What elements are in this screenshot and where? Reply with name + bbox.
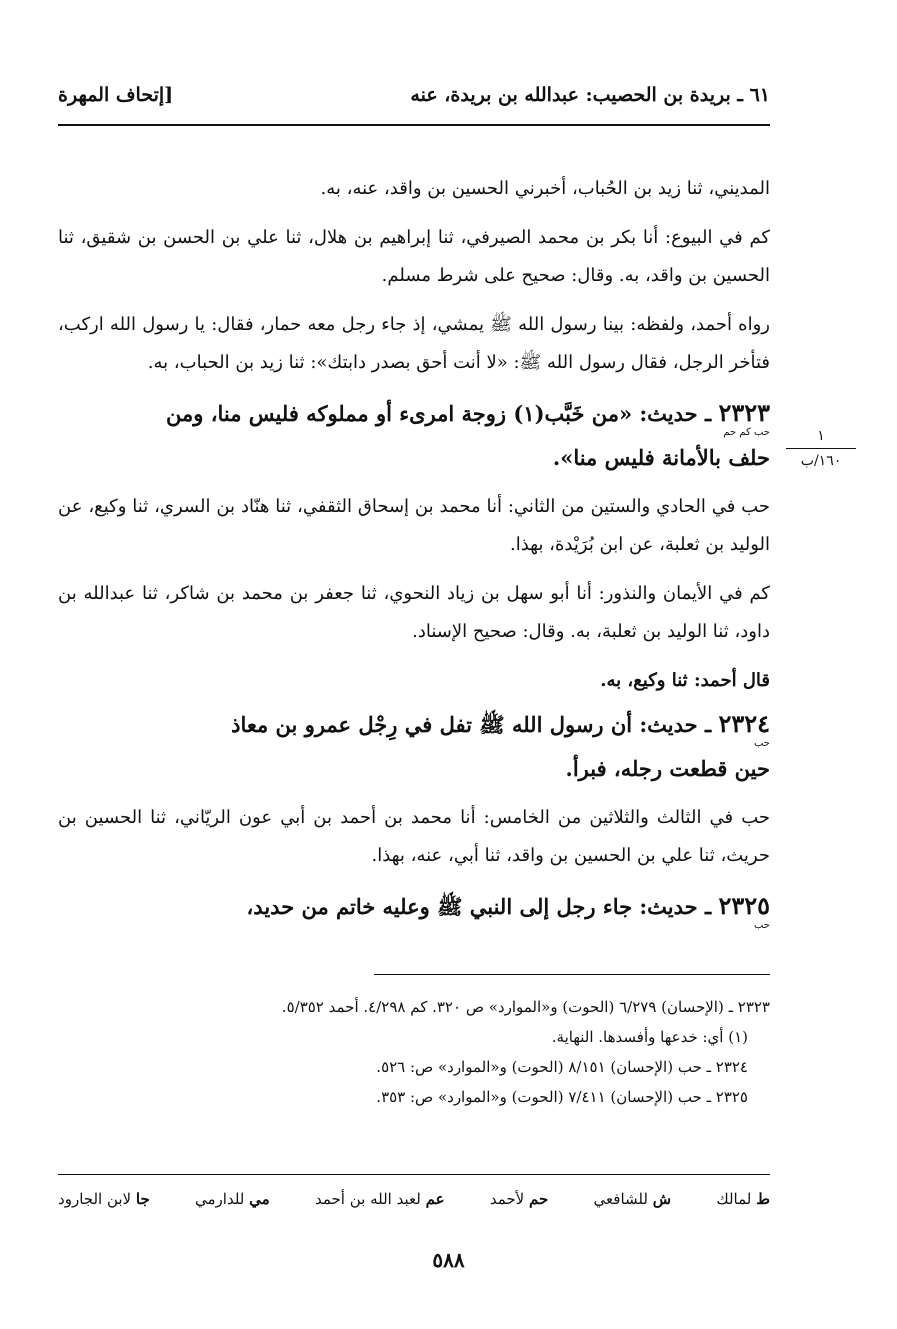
margin-note [786,428,856,469]
footnote-2325: ٢٣٢٥ ـ حب (الإحسان) ٧/٤١١ (الحوت) و«الموارد» ص: ٣٥٣. [376,1088,748,1106]
paragraph-7: حب في الثالث والثلاثين من الخامس: أنا محمد بن أحمد بن أبي عون الريّاني، ثنا الحسين بن حريث، ثنا علي بن الحسين بن واقد، ثنا أبي، عنه، بهذا. [58,807,770,866]
hadith-2325 [58,886,770,931]
abbr-item: عم لعبد الله بن أحمد [314,1190,445,1208]
abbr-item: ط لمالك [716,1190,770,1208]
page-number: ٥٨٨ [432,1248,465,1272]
source-codes: حب [753,738,770,749]
hadith-2323 [58,393,770,478]
abbreviations-legend [58,1190,770,1208]
footnote-rule [374,974,770,975]
abbreviations-rule [58,1174,770,1175]
header-rule [58,124,770,126]
footnote-2324: ٢٣٢٤ ـ حب (الإحسان) ٨/١٥١ (الحوت) و«الموارد» ص: ٥٢٦. [376,1058,748,1076]
paragraph-4: حب في الحادي والستين من الثاني: أنا محمد بن إسحاق الثقفي، ثنا هنّاد بن السري، ثنا وكيع، عن الوليد بن ثعلبة، عن ابن بُرَيْدة، بهذا. [58,496,770,555]
hadith-text: ـ حديث: أن رسول الله ﷺ تفل في رِجْل عمرو بن معاذ [231,712,712,737]
source-codes: حب كم حم [723,427,770,438]
chapter-title: ٦١ ـ بريدة بن الحصيب: عبدالله بن بريدة، عنه [410,84,770,106]
running-header [58,80,770,110]
footnote-1: (١) أي: خدعها وأفسدها. النهاية. [551,1028,748,1046]
hadith-text-continued: حلف بالأمانة فليس منا». [552,445,770,470]
hadith-number: ٢٣٢٤ [718,709,770,738]
paragraph-1: المديني، ثنا زيد بن الحُباب، أخبرني الحسين بن واقد، عنه، به. [320,178,770,199]
abbr-item: حم لأحمد [489,1190,549,1208]
hadith-number: ٢٣٢٣ [718,398,770,427]
footnotes [58,992,770,1112]
hadith-text-continued: حين قطعت رجله، فبرأ. [565,756,770,781]
paragraph-5: كم في الأيمان والنذور: أنا أبو سهل بن زياد النحوي، ثنا جعفر بن محمد بن شاكر، ثنا عبدالله بن داود، ثنا الوليد بن ثعلبة، به. وقال: صحيح الإسناد. [58,583,770,642]
source-codes: حب [753,920,770,931]
main-text [58,170,770,941]
margin-note-top: ١ [817,428,825,444]
book-title: [إتحاف المهرة [58,84,174,106]
paragraph-3: رواه أحمد، ولفظه: بينا رسول الله ﷺ يمشي، إذ جاء رجل معه حمار، فقال: يا رسول الله اركب، فتأخر الرجل، فقال رسول الله ﷺ: «لا أنت أحق بصدر دابتك»: ثنا زيد بن الحباب، به. [58,314,770,373]
hadith-number: ٢٣٢٥ [718,891,770,920]
paragraph-2: كم في البيوع: أنا بكر بن محمد الصيرفي، ثنا إبراهيم بن هلال، ثنا علي بن الحسن بن شقيق، ثنا الحسين بن واقد، به. وقال: صحيح على شرط مسلم. [58,227,770,286]
hadith-2324 [58,704,770,789]
margin-note-line [786,448,856,449]
abbr-item: مي للدارمي [195,1190,270,1208]
paragraph-6: قال أحمد: ثنا وكيع، به. [600,670,770,691]
abbr-item: ش للشافعي [593,1190,672,1208]
footnote-2323: ٢٣٢٣ ـ (الإحسان) ٦/٢٧٩ (الحوت) و«الموارد» ص ٣٢٠. كم ٤/٢٩٨. أحمد ٥/٣٥٢. [281,998,770,1016]
hadith-text: ـ حديث: «من خَبَّب(١) زوجة امرىء أو مملوكه فليس منا، ومن [166,401,712,426]
hadith-text: ـ حديث: جاء رجل إلى النبي ﷺ وعليه خاتم من حديد، [246,894,712,919]
margin-note-bottom: ١٦٠/ب [800,453,842,469]
abbr-item: جا لابن الجارود [58,1190,150,1208]
